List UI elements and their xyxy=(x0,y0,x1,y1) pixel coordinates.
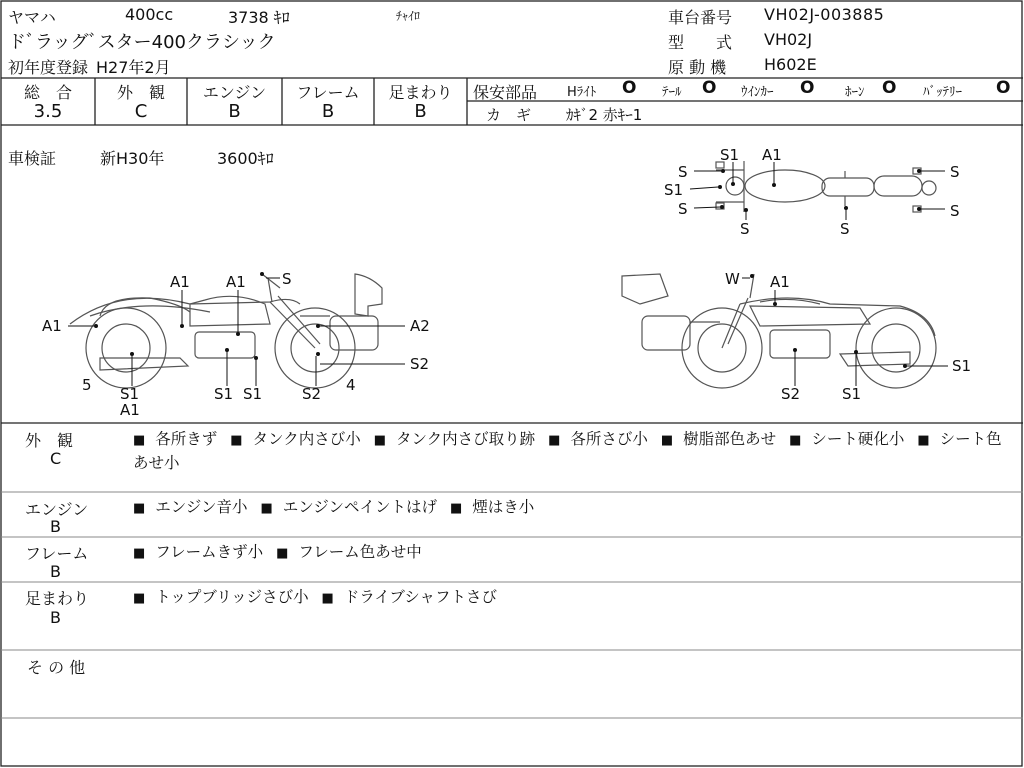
section-label-frame: フレーム xyxy=(25,544,89,563)
left-label-s-bar: S xyxy=(282,270,292,288)
note-item: フレームきず小 xyxy=(155,543,264,561)
inspection-mileage: 3600ｷﾛ xyxy=(217,149,274,168)
maker: ヤマハ xyxy=(8,8,56,27)
type-value: VH02J xyxy=(764,30,813,49)
note-item: 樹脂部色あせ xyxy=(683,430,777,448)
section-notes-suspension xyxy=(133,586,497,610)
section-grade-exterior: C xyxy=(50,449,62,468)
left-label-s2-b: S2 xyxy=(302,385,322,403)
motorcycle-left-view xyxy=(70,274,382,388)
bullet-icon: ■ xyxy=(449,501,463,516)
safety-item-horn: ﾎｰﾝ xyxy=(845,85,865,100)
chassis-label: 車台番号 xyxy=(668,8,733,27)
note-item: 各所きず xyxy=(155,430,218,448)
inspection-expiry: 新H30年 xyxy=(100,149,165,168)
bullet-icon: ■ xyxy=(373,433,386,448)
left-label-a1-seat: A1 xyxy=(226,273,246,291)
engine-label: 原 動 機 xyxy=(668,58,727,77)
inspection-label: 車検証 xyxy=(8,149,57,168)
type-label: 型 式 xyxy=(668,33,733,52)
top-label-s-front: S xyxy=(678,163,688,181)
grade-value-engine: B xyxy=(228,101,241,122)
grade-label-frame: フレーム xyxy=(296,83,360,102)
note-item: フレーム色あせ中 xyxy=(298,543,422,561)
section-notes-exterior xyxy=(133,428,1013,474)
section-label-exterior: 外 観 xyxy=(25,431,74,450)
grade-label-exterior: 外 観 xyxy=(116,83,165,102)
safety-item-battery: ﾊﾞｯﾃﾘｰ xyxy=(923,85,962,100)
top-label-a1: A1 xyxy=(762,146,782,164)
bullet-icon: ■ xyxy=(660,433,674,448)
left-label-s1-b: S1 xyxy=(214,385,234,403)
left-label-a2: A2 xyxy=(410,317,430,335)
bullet-icon: ■ xyxy=(260,501,273,516)
grade-label-engine: エンジン xyxy=(202,83,267,102)
grade-value-exterior: C xyxy=(134,101,148,122)
top-label-s-rear-top: S xyxy=(950,163,960,181)
left-label-5: 5 xyxy=(82,376,92,394)
left-label-s1-c: S1 xyxy=(243,385,263,403)
note-item: タンク内さび取り跡 xyxy=(395,430,536,448)
right-label-s1-b: S1 xyxy=(842,385,862,403)
key-value: ｶｷﾞ2 赤ｷｰ1 xyxy=(566,106,643,124)
right-label-s1: S1 xyxy=(952,357,972,375)
section-notes-engine xyxy=(133,496,534,520)
key-label: カ ギ xyxy=(486,106,532,124)
section-grade-frame: B xyxy=(50,562,61,581)
note-item: シート色あせ小 xyxy=(133,430,1002,472)
safety-mark-battery: O xyxy=(996,78,1011,98)
bullet-icon: ■ xyxy=(133,501,146,516)
note-item: 煙はき小 xyxy=(472,498,535,516)
section-label-engine: エンジン xyxy=(25,500,89,519)
first-registration-value: H27年2月 xyxy=(96,58,171,77)
engine-value: H602E xyxy=(764,55,817,74)
safety-parts-label: 保安部品 xyxy=(473,83,538,102)
damage-diagram xyxy=(0,126,1024,422)
grade-label-suspension: 足まわり xyxy=(388,83,453,102)
bullet-icon: ■ xyxy=(133,591,146,606)
safety-item-tail: ﾃｰﾙ xyxy=(662,85,682,100)
safety-item-winker: ｳｲﾝｶｰ xyxy=(741,85,774,100)
safety-item-headlight: Hﾗｲﾄ xyxy=(567,85,597,100)
top-label-s1: S1 xyxy=(720,146,740,164)
bullet-icon: ■ xyxy=(133,546,146,561)
grade-value-frame: B xyxy=(321,101,335,122)
grade-value-overall: 3.5 xyxy=(33,101,63,122)
section-grade-suspension: B xyxy=(50,608,61,627)
bullet-icon: ■ xyxy=(133,433,146,448)
top-label-s1-left: S1 xyxy=(664,181,684,199)
top-label-s-rear-bottom: S xyxy=(950,202,960,220)
left-label-a1-b: A1 xyxy=(120,401,140,419)
note-item: タンク内さび小 xyxy=(252,430,361,448)
left-label-s1-a: S1 xyxy=(120,385,140,403)
bullet-icon: ■ xyxy=(789,433,802,448)
bullet-icon: ■ xyxy=(321,591,334,606)
left-label-4: 4 xyxy=(346,376,356,394)
note-item: 各所さび小 xyxy=(570,430,648,448)
color: ﾁｬｲﾛ xyxy=(396,9,421,23)
right-label-w: W xyxy=(725,270,740,288)
section-notes-frame xyxy=(133,541,422,565)
bullet-icon: ■ xyxy=(276,546,289,561)
grade-value-suspension: B xyxy=(414,101,427,122)
right-view-leaders xyxy=(742,278,948,386)
section-grade-engine: B xyxy=(50,517,61,536)
displacement: 400cc xyxy=(125,5,174,24)
safety-mark-horn: O xyxy=(882,78,897,98)
mileage: 3738 ｷﾛ xyxy=(228,8,290,27)
safety-mark-headlight: O xyxy=(622,78,637,98)
note-item: ドライブシャフトさび xyxy=(343,588,497,606)
left-label-a1-tank: A1 xyxy=(170,273,190,291)
safety-mark-tail: O xyxy=(702,78,717,98)
grade-label-overall: 総 合 xyxy=(23,83,72,102)
right-label-s2: S2 xyxy=(781,385,801,403)
note-item: シート硬化小 xyxy=(811,430,905,448)
note-item: エンジン音小 xyxy=(155,498,248,516)
safety-mark-winker: O xyxy=(800,78,815,98)
chassis-value: VH02J-003885 xyxy=(764,5,885,24)
bullet-icon: ■ xyxy=(230,433,243,448)
note-item: エンジンペイントはげ xyxy=(282,498,437,516)
left-label-a1-fender: A1 xyxy=(42,317,62,335)
motorcycle-right-view xyxy=(622,274,936,388)
first-registration-label: 初年度登録 xyxy=(8,58,89,77)
section-label-other: そ の 他 xyxy=(27,658,86,677)
note-item: トップブリッジさび小 xyxy=(155,588,309,606)
bullet-icon: ■ xyxy=(917,433,930,448)
top-label-s-front-bottom: S xyxy=(678,200,688,218)
top-label-s-bottom2: S xyxy=(840,220,850,238)
motorcycle-top-view xyxy=(716,161,936,212)
left-label-s2-fork: S2 xyxy=(410,355,430,373)
top-label-s-bottom1: S xyxy=(740,220,750,238)
section-label-suspension: 足まわり xyxy=(25,589,90,608)
model-name: ドﾞラッグﾞスター400クラシック xyxy=(8,32,276,53)
right-label-a1: A1 xyxy=(770,273,790,291)
bullet-icon: ■ xyxy=(548,433,561,448)
